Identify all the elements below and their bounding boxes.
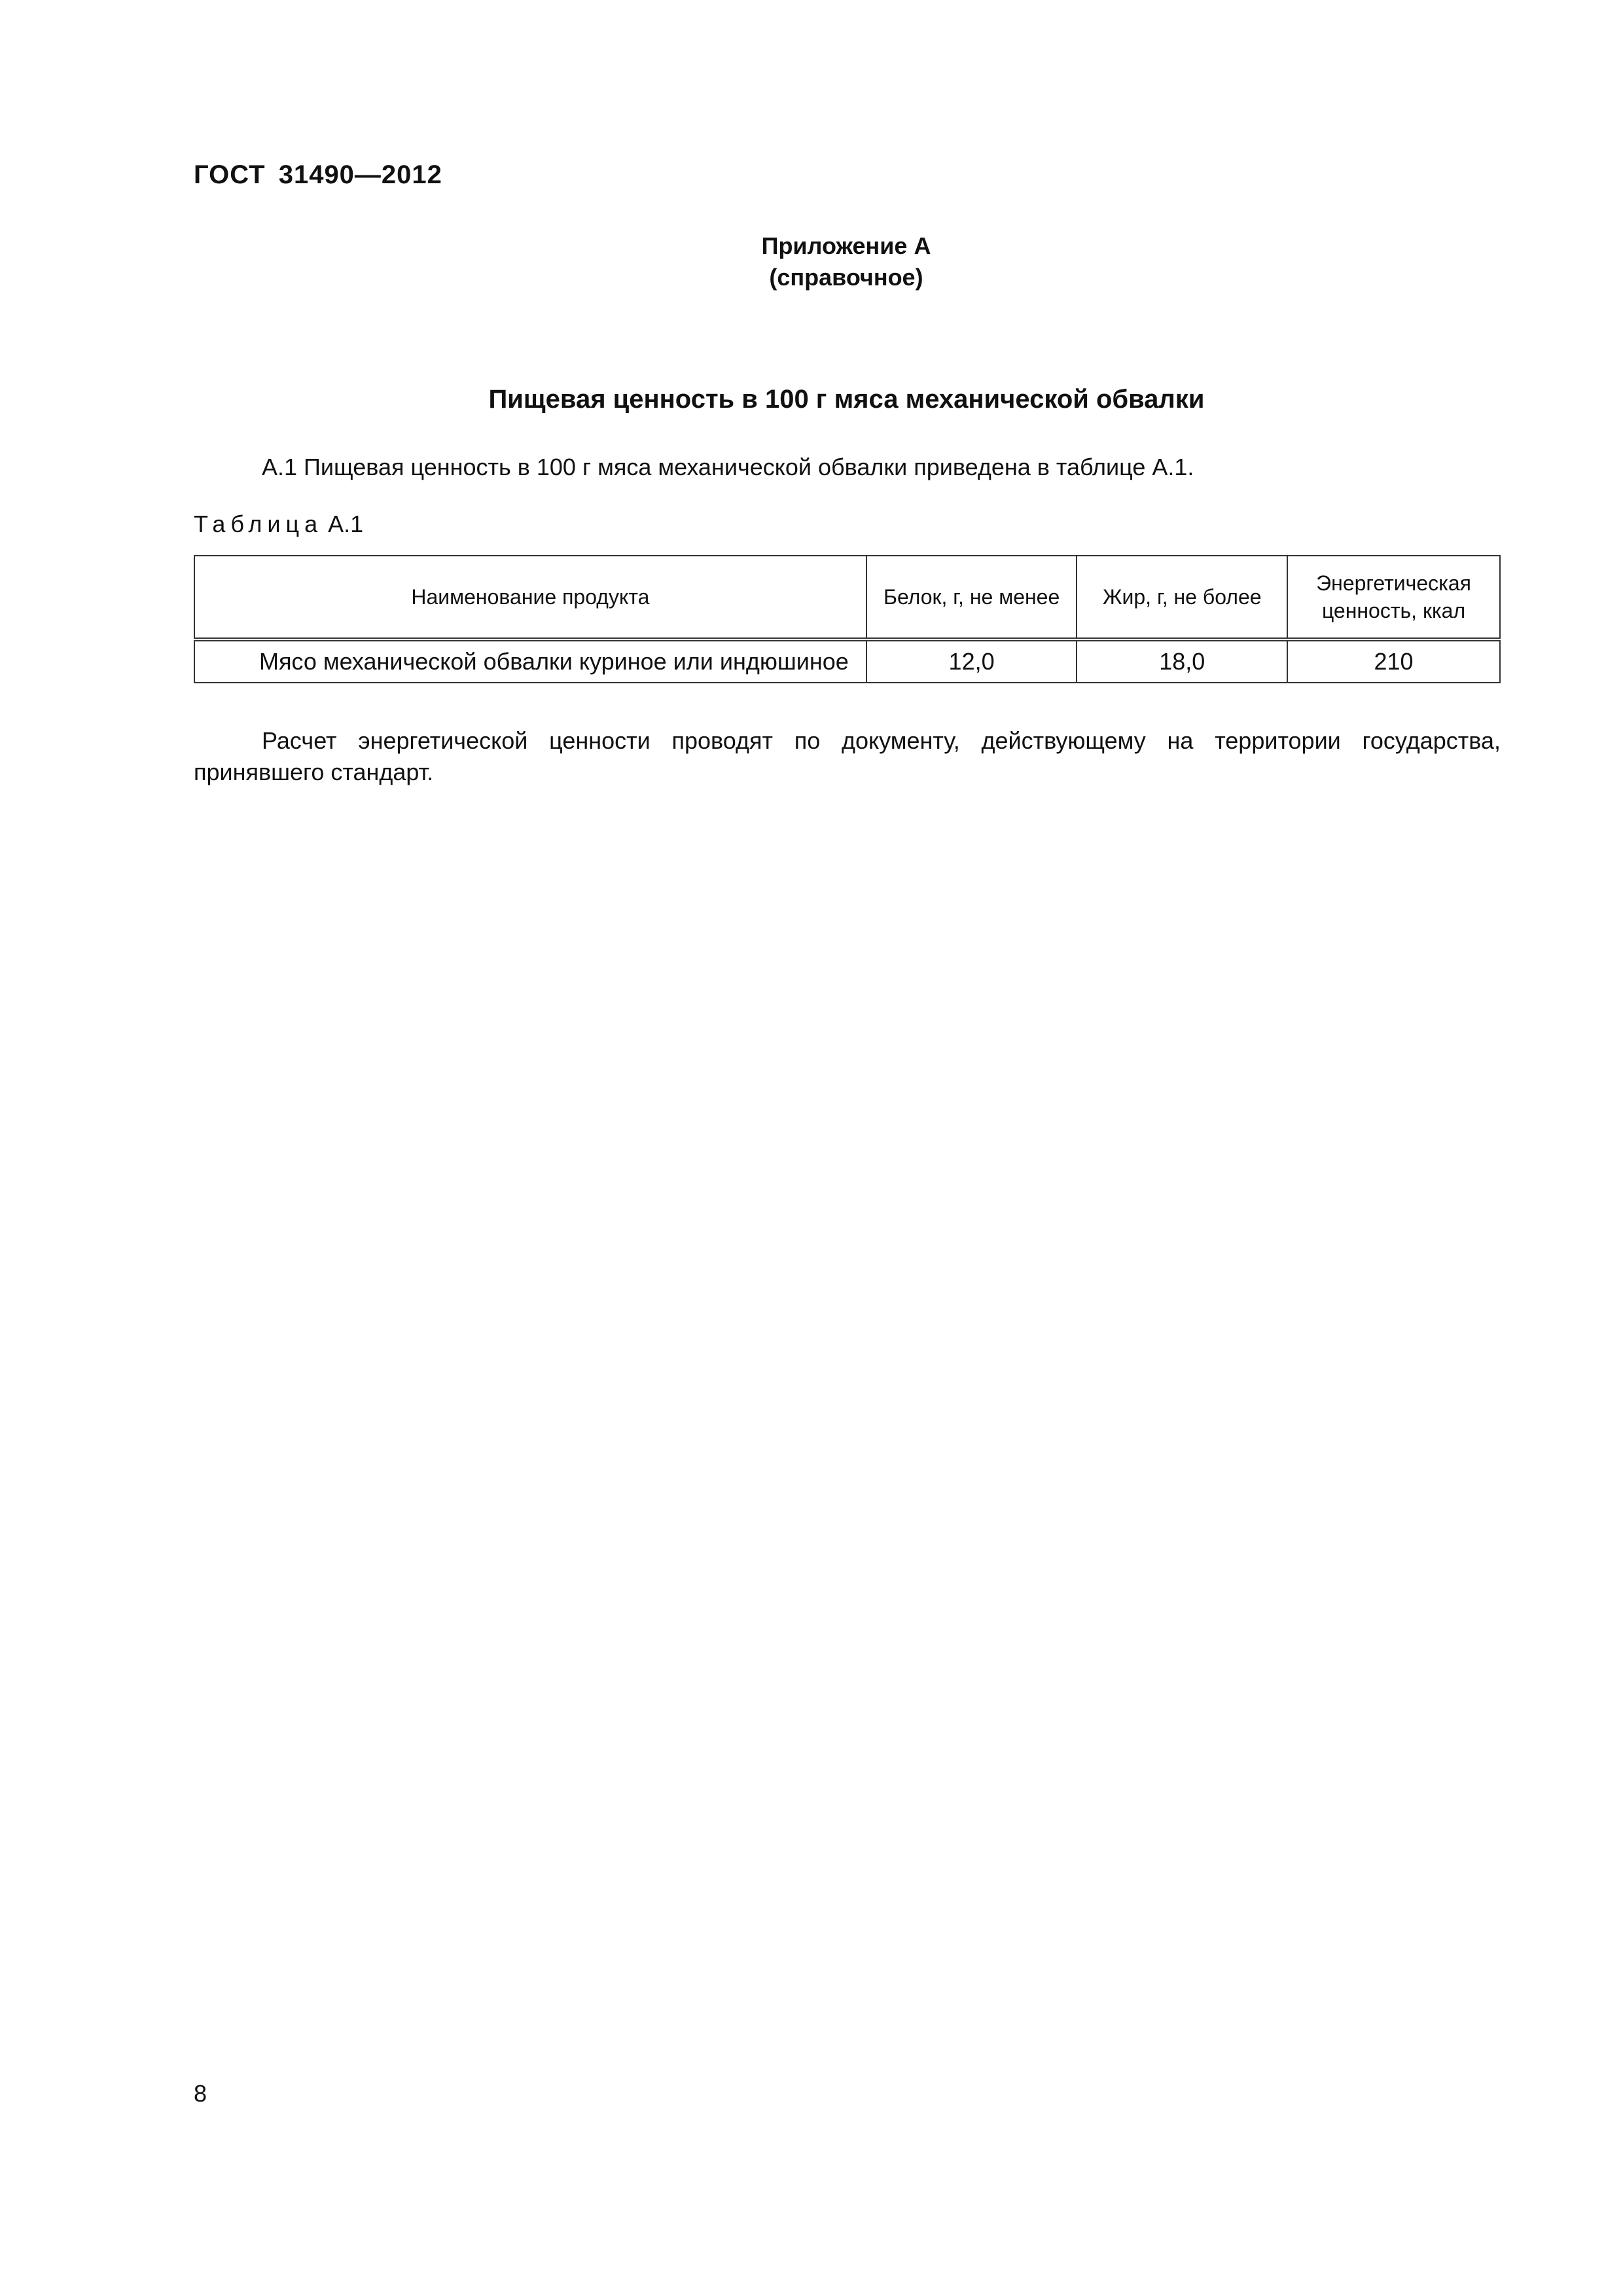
paragraph-a1: А.1 Пищевая ценность в 100 г мяса механической обвалки приведена в таблице А.1. <box>262 454 1194 480</box>
header-energy <box>1287 556 1500 639</box>
cell-protein: 12,0 <box>866 639 1077 683</box>
table-caption-word: Таблица <box>194 511 323 537</box>
page-number: 8 <box>194 2080 207 2107</box>
appendix-heading <box>0 230 1623 293</box>
cell-energy: 210 <box>1287 639 1500 683</box>
header-energy-line1: Энергетическая <box>1316 571 1471 595</box>
table-caption <box>194 511 363 538</box>
table-row <box>194 639 1500 683</box>
header-energy-line2: ценность, ккал <box>1321 599 1466 622</box>
document-code: ГОСТ 31490—2012 <box>194 160 442 189</box>
appendix-subtitle: (справочное) <box>769 264 923 291</box>
table-header-row <box>194 556 1500 639</box>
paragraph-calculation: Расчет энергетической ценности проводят по документу, действующему на территории государства, принявшего стандарт. <box>194 727 1501 785</box>
header-protein: Белок, г, не менее <box>866 556 1077 639</box>
header-fat: Жир, г, не более <box>1077 556 1287 639</box>
cell-fat: 18,0 <box>1077 639 1287 683</box>
table-caption-number: А.1 <box>328 511 364 537</box>
section-title: Пищевая ценность в 100 г мяса механической обвалки <box>488 385 1205 414</box>
appendix-title: Приложение А <box>761 232 931 259</box>
cell-product-name: Мясо механической обвалки куриное или индюшиное <box>194 639 866 683</box>
header-product-name: Наименование продукта <box>194 556 866 639</box>
nutrition-table <box>194 555 1501 683</box>
